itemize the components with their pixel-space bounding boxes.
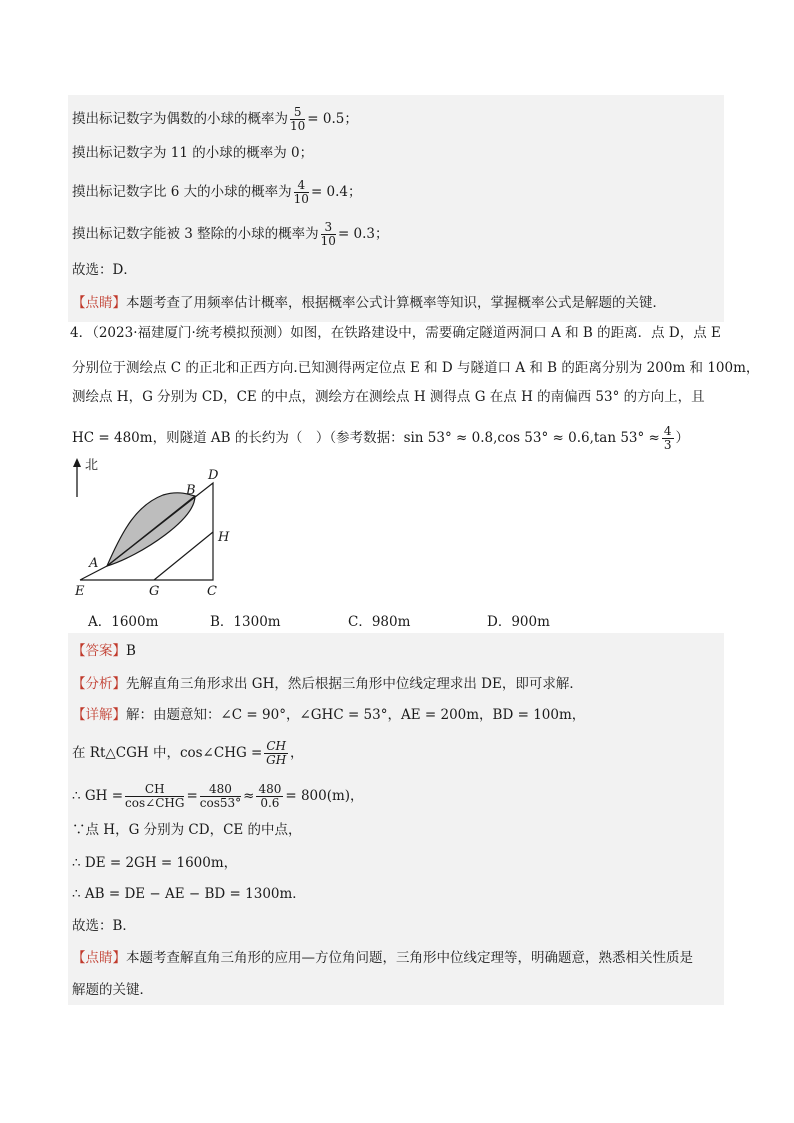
question-line-4: HC = 480m，则隧道 AB 的长约为（ ）（参考数据：sin 53° ≈ 0.8,cos 53° ≈ 0.6,tan 53° ≈ $\frac{4}{3}$ ） xyxy=(72,424,690,452)
prob-gt6-line: 摸出标记数字比 6 大的小球的概率为 $\frac{4}{10}$ = 0.4； xyxy=(72,178,362,206)
fraction: $\frac{3}{10}$ xyxy=(320,220,336,248)
prob-div3-line: 摸出标记数字能被 3 整除的小球的概率为 $\frac{3}{10}$ = 0.3； xyxy=(72,220,389,248)
choice-b: B．1300m xyxy=(210,614,281,630)
fraction: $\frac{480}{0.6}$ xyxy=(258,782,282,810)
choose-b-line: 故选：B． xyxy=(72,918,136,934)
choose-d-line: 故选：D． xyxy=(72,262,137,278)
point-H: H xyxy=(218,530,230,545)
north-label: 北 xyxy=(85,458,99,473)
prob-eleven-line: 摸出标记数字为 11 的小球的概率为 0； xyxy=(72,145,314,161)
fraction: $\frac{CH}{\text{cos∠CHG}}$ xyxy=(125,782,185,810)
point-G: G xyxy=(149,584,160,599)
choice-d: D．900m xyxy=(487,614,550,630)
point-E: E xyxy=(75,584,85,599)
point-C: C xyxy=(207,584,217,599)
question-line-1: 4．（2023·福建厦门·统考模拟预测）如图，在铁路建设中，需要确定隧道两洞口 A 和 B 的距离．点 D，点 E xyxy=(70,325,721,341)
fraction: $\frac{5}{10}$ xyxy=(290,105,306,133)
analysis-line: 【分析】先解直角三角形求出 GH，然后根据三角形中位线定理求出 DE，即可求解． xyxy=(72,676,583,692)
fraction: $\frac{CH}{GH}$ xyxy=(266,739,287,767)
step-ab-line: ∴ AB = DE − AE − BD = 1300m． xyxy=(72,886,306,902)
prob-even-line: 摸出标记数字为偶数的小球的概率为 $\frac{5}{10}$ = 0.5； xyxy=(72,105,358,133)
step-midpoint-line: ∵点 H，G 分别为 CD，CE 的中点， xyxy=(72,822,302,838)
point-B: B xyxy=(186,483,196,498)
fraction: $\frac{480}{\cos 53^\circ}$ xyxy=(199,782,242,810)
point-A: A xyxy=(89,556,99,571)
geometry-figure xyxy=(65,455,325,600)
step-cos-line: 在 Rt△CGH 中，cos∠CHG = $\frac{CH}{GH}$ ， xyxy=(72,739,304,767)
step-de-line: ∴ DE = 2GH = 1600m， xyxy=(72,855,238,871)
detail-line: 【详解】解：由题意知：∠C = 90°，∠GHC = 53°，AE = 200m，BD = 100m， xyxy=(72,707,586,723)
fraction: $\frac{4}{10}$ xyxy=(293,178,309,206)
comment-line-1: 【点睛】本题考查解直角三角形的应用—方位角问题，三角形中位线定理等，明确题意，熟悉相关性质是 xyxy=(72,950,693,966)
comment-line-2: 解题的关键． xyxy=(72,982,153,998)
question-line-2: 分别位于测绘点 C 的正北和正西方向.已知测得两定位点 E 和 D 与隧道口 A 和 B 的距离分别为 200m 和 100m， xyxy=(72,360,760,376)
fraction: $\frac{4}{3}$ xyxy=(663,424,672,452)
step-gh-line: ∴ GH = $\frac{CH}{\text{cos∠CHG}}$ = $\frac{480}{\cos 53^\circ}$ ≈ $\frac{480}{0.6}$ = 800(m)， xyxy=(72,782,364,810)
point-D: D xyxy=(208,468,219,483)
question-line-3: 测绘点 H，G 分别为 CD，CE 的中点，测绘方在测绘点 H 测得点 G 在点 H 的南偏西 53° 的方向上，且 xyxy=(72,389,705,405)
answer-line: 【答案】B xyxy=(72,643,136,659)
comment-line: 【点睛】本题考查了用频率估计概率，根据概率公式计算概率等知识，掌握概率公式是解题的关键． xyxy=(72,295,666,311)
choice-a: A．1600m xyxy=(88,614,159,630)
choice-c: C．980m xyxy=(348,614,411,630)
